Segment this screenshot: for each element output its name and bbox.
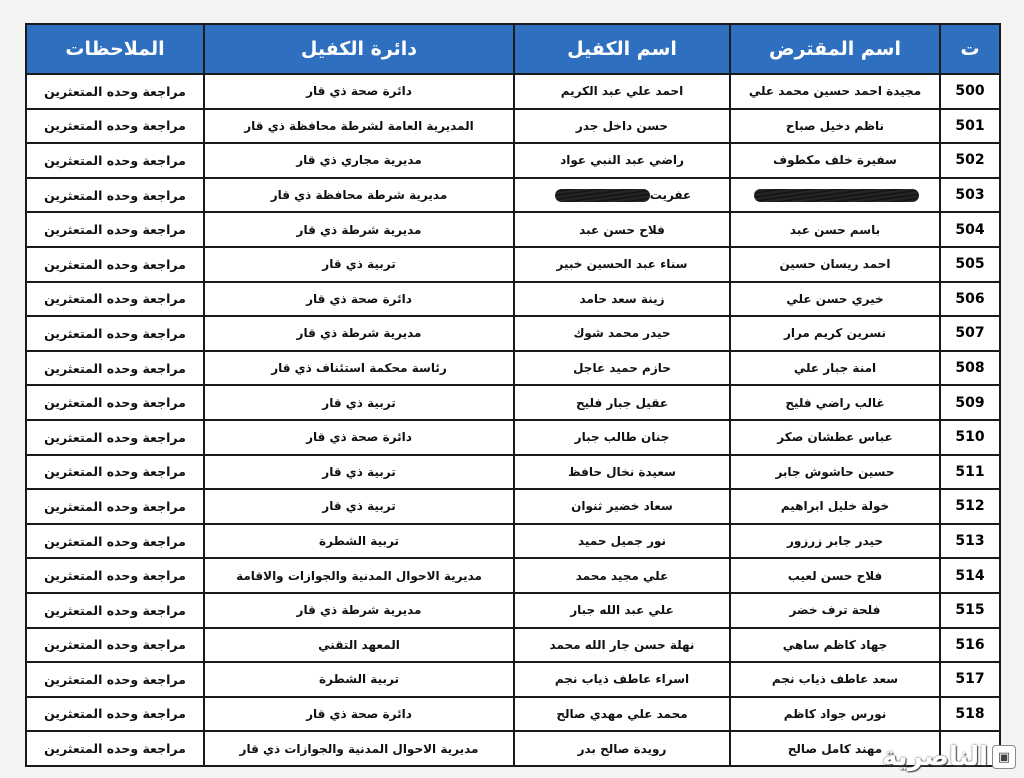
borrower-name-cell-text: سعد عاطف ذياب نجم — [771, 672, 899, 687]
watermark — [882, 742, 1016, 772]
guarantor-name-cell-text: علي عبد الله جبار — [570, 603, 674, 618]
borrower-name-cell-text: جهاد كاظم ساهي — [782, 637, 888, 652]
borrower-name-cell — [730, 558, 940, 593]
borrower-name-cell — [730, 385, 940, 420]
borrower-name-cell — [730, 593, 940, 628]
table-row — [26, 420, 1000, 455]
borrower-name-cell-text: حيدر جابر زرزور — [787, 534, 883, 549]
row-number-cell-text: 506 — [955, 290, 985, 307]
logo-icon: ▣ — [992, 745, 1016, 769]
row-number-cell — [940, 593, 1000, 628]
guarantor-name-cell — [514, 316, 730, 351]
borrower-name-cell — [730, 628, 940, 663]
row-number-cell — [940, 628, 1000, 663]
guarantor-name-cell-text: زينة سعد حامد — [579, 291, 665, 306]
guarantor-dept-cell — [204, 178, 514, 213]
row-number-cell — [940, 385, 1000, 420]
borrower-name-cell-text: سفيرة خلف مكطوف — [773, 153, 897, 168]
guarantor-dept-cell-text: مديرية شرطة ذي قار — [296, 603, 422, 618]
table-row — [26, 109, 1000, 144]
row-number-cell — [940, 662, 1000, 697]
guarantor-name-cell-text: حيدر محمد شوك — [573, 326, 671, 341]
row-number-cell-text: 518 — [955, 705, 985, 722]
guarantor-name-cell-text: اسراء عاطف ذياب نجم — [554, 672, 690, 687]
notes-cell — [26, 247, 204, 282]
row-number-cell-text: 513 — [955, 533, 985, 550]
guarantor-name-cell-text: حسن داخل جدر — [575, 118, 669, 133]
header-no: ت — [940, 24, 1000, 74]
notes-cell — [26, 489, 204, 524]
row-number-cell-text: 515 — [955, 602, 985, 619]
row-number-cell-text: 504 — [955, 221, 985, 238]
table-row — [26, 247, 1000, 282]
notes-cell-text: مراجعة وحده المتعثرين — [44, 83, 186, 99]
table-row — [26, 143, 1000, 178]
notes-cell-text: مراجعة وحده المتعثرين — [44, 325, 186, 341]
borrower-name-cell-text: خولة خليل ابراهيم — [780, 499, 890, 514]
header-guarantor: اسم الكفيل — [514, 24, 730, 74]
guarantor-name-cell-text: حازم حميد عاجل — [573, 361, 671, 376]
borrowers-table — [25, 23, 1001, 767]
table-row — [26, 593, 1000, 628]
notes-cell-text: مراجعة وحده المتعثرين — [44, 568, 186, 584]
notes-cell — [26, 74, 204, 109]
row-number-cell — [940, 109, 1000, 144]
borrower-name-cell — [730, 455, 940, 490]
guarantor-dept-cell-text: مديرية الاحوال المدنية والجوازات ذي قار — [239, 741, 479, 756]
notes-cell-text: مراجعة وحده المتعثرين — [44, 360, 186, 376]
borrower-name-cell-text: فلحة ترف خضر — [789, 603, 881, 618]
guarantor-dept-cell — [204, 558, 514, 593]
notes-cell — [26, 178, 204, 213]
notes-cell — [26, 524, 204, 559]
guarantor-name-cell — [514, 420, 730, 455]
row-number-cell-text: 507 — [955, 325, 985, 342]
table-row — [26, 282, 1000, 317]
guarantor-dept-cell-text: تربية ذي قار — [322, 464, 396, 479]
notes-cell — [26, 558, 204, 593]
notes-cell-text: مراجعة وحده المتعثرين — [44, 291, 186, 307]
row-number-cell-text: 511 — [955, 463, 985, 480]
table-row — [26, 316, 1000, 351]
notes-cell — [26, 351, 204, 386]
guarantor-dept-cell-text: تربية الشطرة — [319, 672, 399, 687]
guarantor-dept-cell-text: تربية ذي قار — [322, 395, 396, 410]
notes-cell-text: مراجعة وحده المتعثرين — [44, 256, 186, 272]
guarantor-name-cell — [514, 731, 730, 766]
notes-cell — [26, 697, 204, 732]
guarantor-name-cell-text: سعاد خضير ثنوان — [571, 499, 673, 514]
notes-cell-text: مراجعة وحده المتعثرين — [44, 706, 186, 722]
table-body — [26, 74, 1000, 766]
guarantor-dept-cell — [204, 593, 514, 628]
row-number-cell — [940, 282, 1000, 317]
table-row — [26, 385, 1000, 420]
redaction-scribble — [555, 189, 650, 202]
borrower-name-cell — [730, 489, 940, 524]
table-row — [26, 74, 1000, 109]
notes-cell — [26, 316, 204, 351]
guarantor-dept-cell — [204, 109, 514, 144]
table-row — [26, 697, 1000, 732]
row-number-cell-text: 503 — [955, 187, 985, 204]
guarantor-name-cell — [514, 489, 730, 524]
guarantor-name-cell — [514, 455, 730, 490]
row-number-cell — [940, 247, 1000, 282]
guarantor-dept-cell — [204, 697, 514, 732]
guarantor-dept-cell-text: دائرة صحة ذي قار — [306, 291, 412, 306]
guarantor-name-cell-text: نهلة حسن جار الله محمد — [549, 637, 695, 652]
guarantor-dept-cell — [204, 212, 514, 247]
guarantor-name-cell — [514, 212, 730, 247]
guarantor-name-cell-text: احمد علي عبد الكريم — [560, 84, 684, 99]
notes-cell — [26, 212, 204, 247]
guarantor-name-cell — [514, 593, 730, 628]
guarantor-dept-cell — [204, 316, 514, 351]
guarantor-name-cell-text: فلاح حسن عبد — [579, 222, 665, 237]
row-number-cell-text: 500 — [955, 83, 985, 100]
guarantor-dept-cell — [204, 282, 514, 317]
guarantor-dept-cell — [204, 628, 514, 663]
guarantor-dept-cell-text: مديرية مجاري ذي قار — [296, 153, 422, 168]
notes-cell-text: مراجعة وحده المتعثرين — [44, 429, 186, 445]
row-number-cell-text: 516 — [955, 636, 985, 653]
notes-cell-text: مراجعة وحده المتعثرين — [44, 671, 186, 687]
header-guarantor-dept: دائرة الكفيل — [204, 24, 514, 74]
borrower-name-cell-text: عباس عطشان صكر — [777, 430, 893, 445]
borrower-name-cell — [730, 420, 940, 455]
guarantor-dept-cell-text: دائرة صحة ذي قار — [306, 84, 412, 99]
borrower-name-cell-text: نسرين كريم مرار — [783, 326, 887, 341]
guarantor-dept-cell-text: مديرية شرطة ذي قار — [296, 222, 422, 237]
borrower-name-cell-text: مهند كامل صالح — [787, 741, 883, 756]
notes-cell-text: مراجعة وحده المتعثرين — [44, 395, 186, 411]
row-number-cell-text: 502 — [955, 152, 985, 169]
borrower-name-cell — [730, 143, 940, 178]
guarantor-name-cell — [514, 385, 730, 420]
borrower-name-cell — [730, 351, 940, 386]
guarantor-name-cell — [514, 109, 730, 144]
row-number-cell-text: 508 — [955, 360, 985, 377]
guarantor-name-cell — [514, 558, 730, 593]
row-number-cell-text: 512 — [955, 498, 985, 515]
notes-cell — [26, 420, 204, 455]
table-row — [26, 524, 1000, 559]
borrower-name-cell-text: حسين حاشوش جابر — [775, 464, 895, 479]
guarantor-dept-cell-text: دائرة صحة ذي قار — [306, 430, 412, 445]
guarantor-dept-cell — [204, 662, 514, 697]
notes-cell-text: مراجعة وحده المتعثرين — [44, 637, 186, 653]
row-number-cell-text: 509 — [955, 394, 985, 411]
guarantor-name-cell — [514, 524, 730, 559]
notes-cell-text: مراجعة وحده المتعثرين — [44, 118, 186, 134]
header-row — [26, 24, 1000, 74]
notes-cell — [26, 385, 204, 420]
notes-cell — [26, 662, 204, 697]
borrower-name-cell-text: غالب راضي فليح — [785, 395, 885, 410]
borrower-name-cell — [730, 662, 940, 697]
notes-cell-text: مراجعة وحده المتعثرين — [44, 533, 186, 549]
borrower-name-cell — [730, 109, 940, 144]
borrower-name-cell-text: باسم حسن عبد — [789, 222, 881, 237]
notes-cell — [26, 731, 204, 766]
row-number-cell — [940, 351, 1000, 386]
table-row — [26, 351, 1000, 386]
notes-cell-text: مراجعة وحده المتعثرين — [44, 464, 186, 480]
notes-cell-text: مراجعة وحده المتعثرين — [44, 152, 186, 168]
row-number-cell-text: 510 — [955, 429, 985, 446]
notes-cell — [26, 143, 204, 178]
guarantor-dept-cell-text: مديرية شرطة ذي قار — [296, 326, 422, 341]
table-header — [26, 24, 1000, 74]
borrower-name-cell — [730, 697, 940, 732]
header-notes: الملاحظات — [26, 24, 204, 74]
guarantor-name-cell — [514, 247, 730, 282]
row-number-cell-text: 501 — [955, 117, 985, 134]
row-number-cell — [940, 558, 1000, 593]
guarantor-dept-cell — [204, 74, 514, 109]
borrower-name-cell-text: مجيدة احمد حسين محمد علي — [748, 84, 922, 99]
guarantor-dept-cell-text: مديرية شرطة محافظة ذي قار — [270, 188, 448, 203]
guarantor-name-cell-text: رويدة صالح بدر — [577, 741, 667, 756]
guarantor-name-cell-text: راضي عبد النبي عواد — [560, 153, 684, 168]
redaction-scribble — [754, 189, 919, 202]
guarantor-name-cell — [514, 351, 730, 386]
row-number-cell — [940, 420, 1000, 455]
borrower-name-cell — [730, 212, 940, 247]
guarantor-dept-cell — [204, 420, 514, 455]
notes-cell-text: مراجعة وحده المتعثرين — [44, 602, 186, 618]
guarantor-dept-cell-text: تربية ذي قار — [322, 257, 396, 272]
borrower-name-cell — [730, 74, 940, 109]
notes-cell — [26, 455, 204, 490]
borrower-name-cell-text: ناظم دخيل صباح — [785, 118, 885, 133]
row-number-cell-text: 505 — [955, 256, 985, 273]
guarantor-name-cell — [514, 282, 730, 317]
guarantor-name-cell — [514, 178, 730, 213]
table-row — [26, 178, 1000, 213]
table-row — [26, 558, 1000, 593]
row-number-cell — [940, 212, 1000, 247]
row-number-cell — [940, 524, 1000, 559]
row-number-cell — [940, 489, 1000, 524]
guarantor-dept-cell — [204, 455, 514, 490]
guarantor-dept-cell — [204, 351, 514, 386]
guarantor-name-cell — [514, 74, 730, 109]
table-row — [26, 662, 1000, 697]
borrower-name-cell-text: احمد ريسان حسين — [779, 257, 891, 272]
row-number-cell — [940, 316, 1000, 351]
notes-cell — [26, 593, 204, 628]
borrower-name-cell — [730, 178, 940, 213]
borrower-name-cell — [730, 247, 940, 282]
notes-cell — [26, 282, 204, 317]
row-number-cell — [940, 178, 1000, 213]
guarantor-name-cell-text: علي مجيد محمد — [575, 568, 669, 583]
guarantor-name-cell — [514, 143, 730, 178]
guarantor-name-cell — [514, 662, 730, 697]
guarantor-dept-cell — [204, 489, 514, 524]
guarantor-name-cell-text: سعيدة نخال حافظ — [568, 464, 676, 479]
notes-cell-text: مراجعة وحده المتعثرين — [44, 187, 186, 203]
guarantor-dept-cell-text: رئاسة محكمة استئناف ذي قار — [271, 361, 447, 376]
guarantor-name-cell-text: نور جميل حميد — [577, 534, 667, 549]
borrower-name-cell-text: نورس جواد كاظم — [783, 706, 887, 721]
borrower-name-cell-text: فلاح حسن لعيب — [787, 568, 883, 583]
borrower-name-cell-text: خيري حسن علي — [786, 291, 884, 306]
table-row — [26, 489, 1000, 524]
guarantor-dept-cell — [204, 385, 514, 420]
guarantor-name-cell-text: سناء عبد الحسين خبير — [556, 257, 688, 272]
guarantor-dept-cell-text: تربية الشطرة — [319, 534, 399, 549]
guarantor-dept-cell — [204, 731, 514, 766]
borrower-name-cell-text: امنة جبار علي — [793, 361, 877, 376]
guarantor-name-cell-text: عقيل جبار فليح — [575, 395, 669, 410]
borrower-name-cell — [730, 282, 940, 317]
guarantor-name-cell — [514, 697, 730, 732]
row-number-cell-text: 514 — [955, 567, 985, 584]
row-number-cell — [940, 697, 1000, 732]
guarantor-name-cell-text: محمد علي مهدي صالح — [556, 706, 688, 721]
guarantor-dept-cell-text: دائرة صحة ذي قار — [306, 706, 412, 721]
header-borrower: اسم المقترض — [730, 24, 940, 74]
borrower-name-cell — [730, 316, 940, 351]
guarantor-name-cell — [514, 628, 730, 663]
guarantor-dept-cell — [204, 524, 514, 559]
row-number-cell-text: 517 — [955, 671, 985, 688]
notes-cell-text: مراجعة وحده المتعثرين — [44, 222, 186, 238]
table-row — [26, 455, 1000, 490]
table-row — [26, 628, 1000, 663]
notes-cell-text: مراجعة وحده المتعثرين — [44, 498, 186, 514]
guarantor-dept-cell-text: تربية ذي قار — [322, 499, 396, 514]
watermark-text: الناصرية — [882, 742, 988, 772]
row-number-cell — [940, 74, 1000, 109]
notes-cell — [26, 628, 204, 663]
notes-cell — [26, 109, 204, 144]
table-row — [26, 731, 1000, 766]
guarantor-name-cell-text: جنان طالب جبار — [574, 430, 670, 445]
guarantor-dept-cell — [204, 143, 514, 178]
guarantor-dept-cell-text: المديرية العامة لشرطة محافظة ذي قار — [244, 118, 474, 133]
notes-cell-text: مراجعة وحده المتعثرين — [44, 741, 186, 757]
guarantor-dept-cell-text: المعهد التقني — [318, 637, 400, 652]
borrower-name-cell — [730, 524, 940, 559]
guarantor-name-cell-text: عفريت — [649, 188, 692, 203]
guarantor-dept-cell-text: مديرية الاحوال المدنية والجوازات والاقامة — [236, 568, 482, 583]
guarantor-dept-cell — [204, 247, 514, 282]
row-number-cell — [940, 455, 1000, 490]
table-row — [26, 212, 1000, 247]
row-number-cell — [940, 143, 1000, 178]
